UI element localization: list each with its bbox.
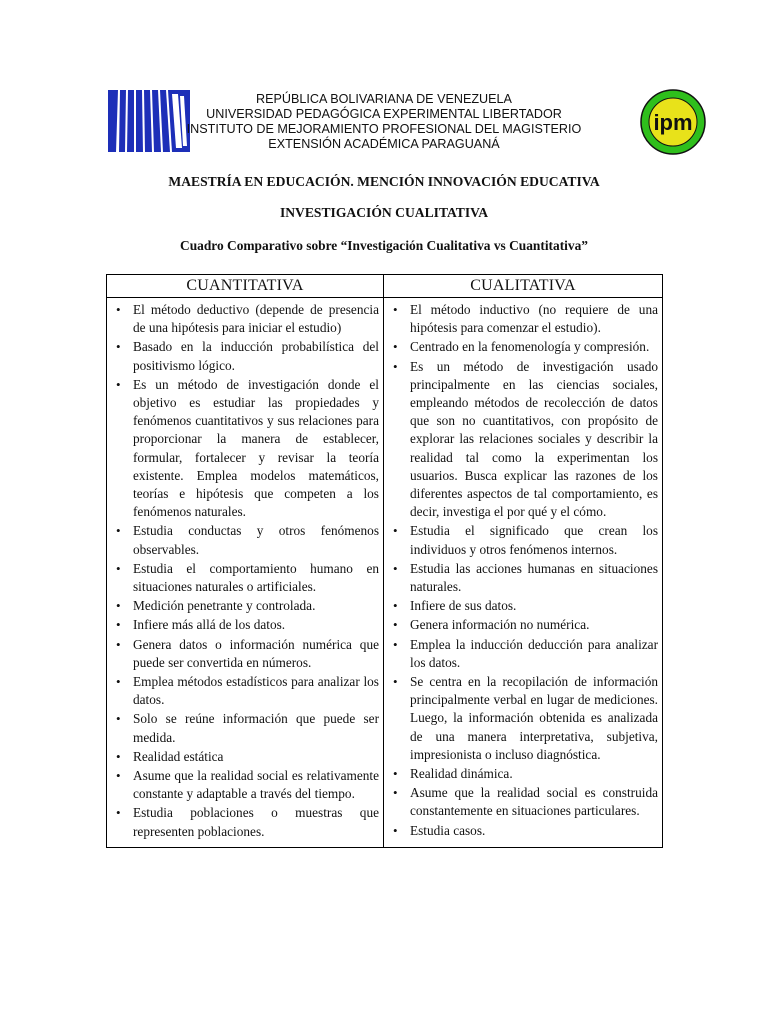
cualitativa-list-item: • Genera información no numérica. bbox=[388, 616, 658, 634]
header-line-1: REPÚBLICA BOLIVARIANA DE VENEZUELA bbox=[256, 92, 512, 106]
cualitativa-list-item: • Centrado en la fenomenología y compresión. bbox=[388, 338, 658, 356]
ipm-logo-text: ipm bbox=[653, 110, 693, 135]
ipm-logo-icon bbox=[640, 89, 706, 155]
cuantitativa-list bbox=[107, 298, 383, 847]
table-body-row bbox=[107, 298, 663, 848]
cualitativa-list-item: • Es un método de investigación usado principalmente en las ciencias sociales, empleando métodos de recolección de datos que son no cuantitativos, con propósito de explorar las relaciones sociales y describir la realidad tal como la experimentan los usuarios. Busca explicar las razones de los diferentes aspectos de tal comportamiento, es decir, investiga el por qué y el cómo. bbox=[388, 358, 658, 522]
header-line-4: EXTENSIÓN ACADÉMICA PARAGUANÁ bbox=[268, 137, 500, 151]
cualitativa-list-item: • Infiere de sus datos. bbox=[388, 597, 658, 615]
header-cuantitativa: CUANTITATIVA bbox=[107, 275, 384, 298]
cuantitativa-list-item: • Emplea métodos estadísticos para analizar los datos. bbox=[111, 673, 379, 709]
cualitativa-list-item: • Realidad dinámica. bbox=[388, 765, 658, 783]
cuantitativa-list-item: • Medición penetrante y controlada. bbox=[111, 597, 379, 615]
course-title: INVESTIGACIÓN CUALITATIVA bbox=[279, 205, 489, 220]
header-line-2: UNIVERSIDAD PEDAGÓGICA EXPERIMENTAL LIBERTADOR bbox=[206, 107, 562, 121]
cualitativa-list bbox=[384, 298, 662, 846]
comparison-table bbox=[106, 274, 663, 848]
cualitativa-list-item: • Emplea la inducción deducción para analizar los datos. bbox=[388, 636, 658, 672]
cuantitativa-list-item: • Genera datos o información numérica que puede ser convertida en números. bbox=[111, 636, 379, 672]
cualitativa-list-item: • Estudia casos. bbox=[388, 822, 658, 840]
cualitativa-list-item: • Se centra en la recopilación de información principalmente verbal en lugar de mediciones. Luego, la información obtenida es analizada de una manera interpretativa, subjetiva, impresionista o incluso diagnóstica. bbox=[388, 673, 658, 764]
cuantitativa-list-item: • Es un método de investigación donde el objetivo es estudiar las propiedades y fenómenos cuantitativos y sus relaciones para proporcionar la manera de establecer, formular, fortalecer y revisar la teoría existente. Emplea modelos matemáticos, teorías e hipótesis que competen a los fenómenos naturales. bbox=[111, 376, 379, 522]
cuantitativa-list-item: • Infiere más allá de los datos. bbox=[111, 616, 379, 634]
cuantitativa-list-item: • Estudia conductas y otros fenómenos observables. bbox=[111, 522, 379, 558]
cuantitativa-list-item: • Realidad estática bbox=[111, 748, 379, 766]
cualitativa-list-item: • Estudia el significado que crean los individuos y otros fenómenos internos. bbox=[388, 522, 658, 558]
cualitativa-list-item: • Estudia las acciones humanas en situaciones naturales. bbox=[388, 560, 658, 596]
header-cualitativa: CUALITATIVA bbox=[384, 275, 663, 298]
cualitativa-list-item: • El método inductivo (no requiere de una hipótesis para comenzar el estudio). bbox=[388, 301, 658, 337]
cuantitativa-list-item: • Asume que la realidad social es relativamente constante y adaptable a través del tiempo. bbox=[111, 767, 379, 803]
cualitativa-column bbox=[384, 298, 663, 848]
cuantitativa-list-item: • Estudia el comportamiento humano en situaciones naturales o artificiales. bbox=[111, 560, 379, 596]
table-subtitle: Cuadro Comparativo sobre “Investigación Cualitativa vs Cuantitativa” bbox=[180, 238, 588, 253]
table-header-row bbox=[107, 275, 663, 298]
cuantitativa-list-item: • Basado en la inducción probabilística del positivismo lógico. bbox=[111, 338, 379, 374]
document-header bbox=[0, 84, 768, 164]
header-line-3: INSTITUTO DE MEJORAMIENTO PROFESIONAL DEL MAGISTERIO bbox=[186, 122, 582, 136]
cualitativa-list-item: • Asume que la realidad social es construida constantemente en situaciones particulares. bbox=[388, 784, 658, 820]
program-title: MAESTRÍA EN EDUCACIÓN. MENCIÓN INNOVACIÓN EDUCATIVA bbox=[168, 174, 600, 189]
cuantitativa-list-item: • El método deductivo (depende de presencia de una hipótesis para iniciar el estudio) bbox=[111, 301, 379, 337]
cuantitativa-list-item: • Estudia poblaciones o muestras que representen poblaciones. bbox=[111, 804, 379, 840]
cuantitativa-list-item: • Solo se reúne información que puede ser medida. bbox=[111, 710, 379, 746]
cuantitativa-column bbox=[107, 298, 384, 848]
